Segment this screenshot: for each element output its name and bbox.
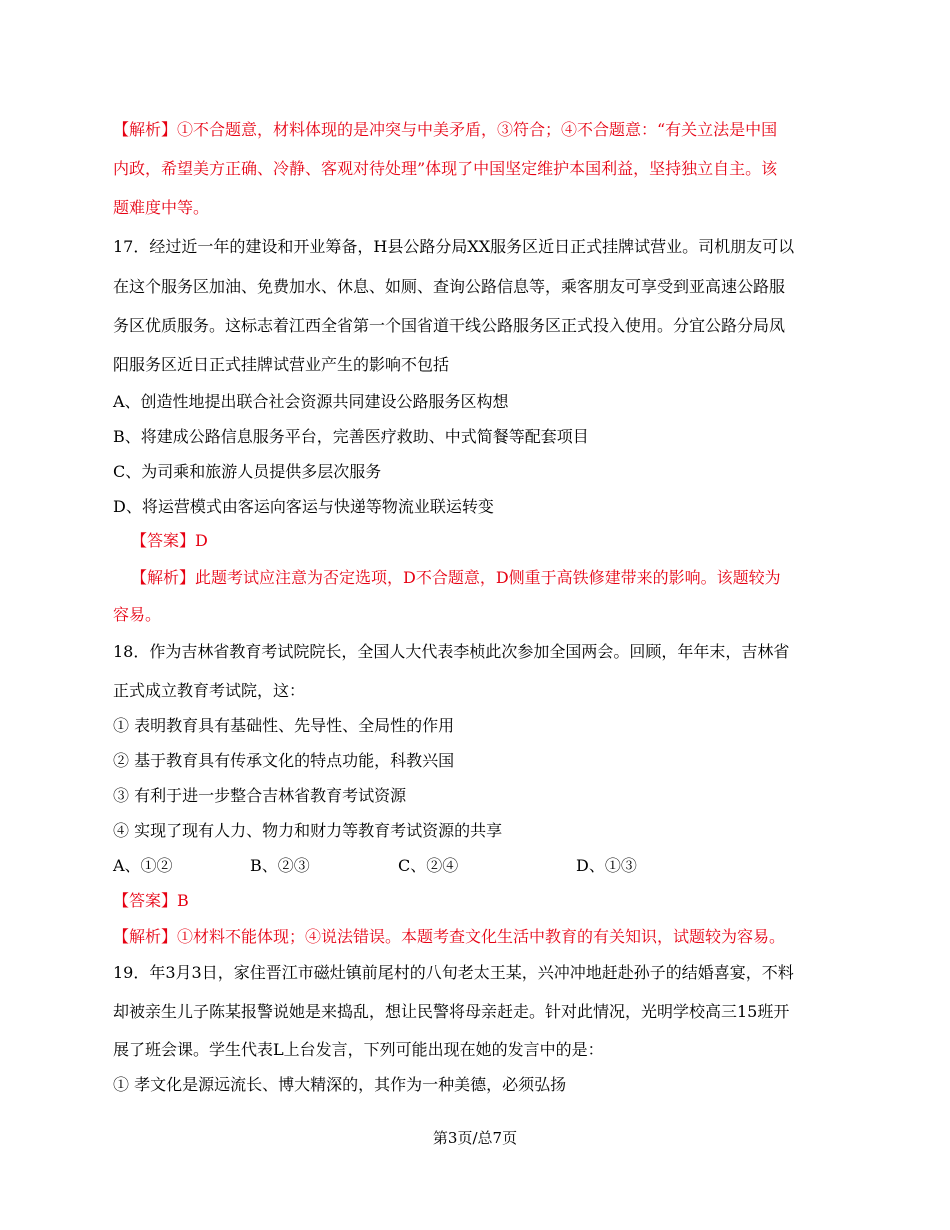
question-18-line-1: 18．作为吉林省教育考试院院长，全国人大代表李桢此次参加全国两会。回顾，年年末，吉林省 [113,642,790,661]
page-footer: 第3页/总7页 [432,1129,518,1147]
question-17-analysis-line-2: 容易。 [113,605,162,624]
question-17-option-c: C、为司乘和旅游人员提供多层次服务 [113,462,382,481]
question-18-option-d: D、①③ [576,856,637,875]
analysis-16-line-2: 内政，希望美方正确、冷静、客观对待处理”体现了中国坚定维护本国利益，坚持独立自主。该 [113,159,778,178]
question-18-option-c: C、②④ [398,856,459,875]
question-18-statement-1: ① 表明教育具有基础性、先导性、全局性的作用 [113,716,455,735]
question-18-answer: 【答案】B [113,891,189,910]
question-18-line-2: 正式成立教育考试院，这： [113,681,306,700]
question-17-line-4: 阳服务区近日正式挂牌试营业产生的影响不包括 [113,355,450,374]
question-18-option-a: A、①② [113,856,173,875]
question-17-line-1: 17．经过近一年的建设和开业筹备，H县公路分局XX服务区近日正式挂牌试营业。司机朋友可以 [113,237,795,256]
analysis-16-line-1: 【解析】①不合题意，材料体现的是冲突与中美矛盾，③符合；④不合题意：“有关立法是中国 [113,120,778,139]
question-17-line-2: 在这个服务区加油、免费加水、休息、如厕、查询公路信息等，乘客朋友可享受到亚高速公路服 [113,277,786,296]
question-19-line-1: 19．年3月3日，家住晋江市磁灶镇前尾村的八旬老太王某，兴冲冲地赶赴孙子的结婚喜宴，不料 [113,963,794,982]
question-17-option-d: D、将运营模式由客运向客运与快递等物流业联运转变 [113,497,494,516]
question-17-analysis-line-1: 【解析】此题考试应注意为否定选项，D不合题意，D侧重于高铁修建带来的影响。该题较为 [131,568,781,587]
question-17-option-a: A、创造性地提出联合社会资源共同建设公路服务区构想 [113,392,509,411]
question-17-option-b: B、将建成公路信息服务平台，完善医疗救助、中式简餐等配套项目 [113,427,589,446]
question-18-statement-3: ③ 有利于进一步整合吉林省教育考试资源 [113,786,407,805]
question-19-line-3: 展了班会课。学生代表L上台发言，下列可能出现在她的发言中的是： [113,1040,604,1059]
question-18-statement-2: ② 基于教育具有传承文化的特点功能，科教兴国 [113,751,455,770]
question-18-analysis: 【解析】①材料不能体现；④说法错误。本题考查文化生活中教育的有关知识，试题较为容易。 [113,927,786,946]
question-17-answer: 【答案】D [131,531,208,550]
analysis-16-line-3: 题难度中等。 [113,198,210,217]
question-19-line-2: 却被亲生儿子陈某报警说她是来捣乱，想让民警将母亲赶走。针对此情况，光明学校高三15班开 [113,1002,790,1021]
question-17-line-3: 务区优质服务。这标志着江西全省第一个国省道干线公路服务区正式投入使用。分宜公路分局凤 [113,316,786,335]
question-18-option-b: B、②③ [250,856,310,875]
question-18-statement-4: ④ 实现了现有人力、物力和财力等教育考试资源的共享 [113,821,503,840]
question-19-statement-1: ① 孝文化是源远流长、博大精深的，其作为一种美德，必须弘扬 [113,1075,567,1094]
